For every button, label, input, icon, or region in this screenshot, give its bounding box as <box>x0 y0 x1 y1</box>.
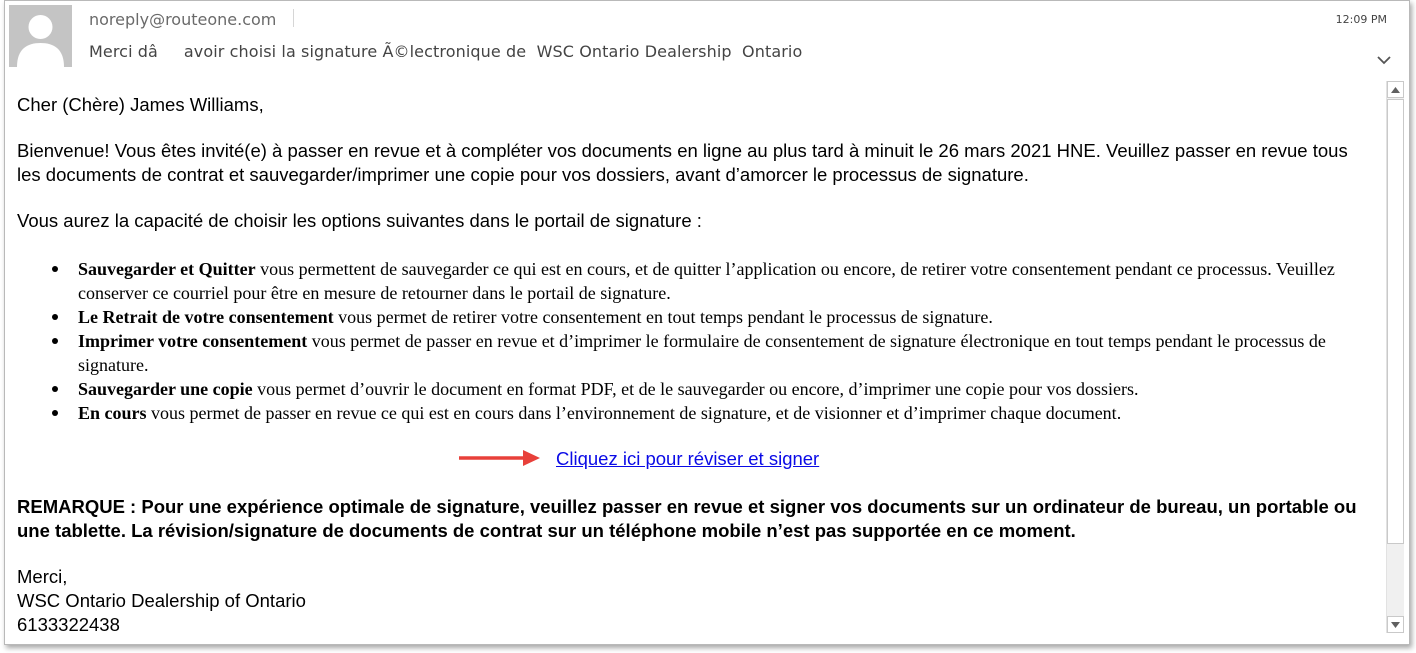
intro-paragraph: Bienvenue! Vous êtes invité(e) à passer en revue et à compléter vos documents en ligne au plus tard à minuit le 26 mars 2021 HNE. Veuillez passer en revue tous les documents de contrat et sauvegarder/imprimer une copie pour vos dossiers, avant d’amorcer le processus de signature. <box>17 140 1348 185</box>
option-text: vous permet de passer en revue ce qui est en cours dans l’environnement de signature, et de visionner et d’imprimer chaque document. <box>146 403 1122 423</box>
signoff <box>17 565 1371 637</box>
greeting: Cher (Chère) James Williams, <box>17 94 264 115</box>
received-time: 12:09 PM <box>1335 13 1387 26</box>
option-title: En cours <box>78 403 147 423</box>
remarque-note: REMARQUE : Pour une expérience optimale de signature, veuillez passer en revue et signer vos documents sur un ordinateur de bureau, un portable ou une tablette. La révision/signature de documents de contrat sur un téléphone mobile n’est pas supportée en ce moment. <box>17 496 1357 541</box>
option-title: Sauvegarder une copie <box>78 379 253 399</box>
scroll-thumb[interactable] <box>1387 99 1404 544</box>
email-header <box>5 1 1409 77</box>
email-subject: Merci dâ avoir choisi la signature Ã©lectronique de WSC Ontario Dealership Ontario <box>89 42 803 61</box>
sender-address: noreply@routeone.com <box>89 10 277 29</box>
sign-link-row <box>17 447 1371 473</box>
signoff-phone: 6133322438 <box>17 614 120 635</box>
option-text: vous permet d’ouvrir le document en format PDF, et de le sauvegarder ou encore, d’imprimer une copie pour vos dossiers. <box>252 379 1139 399</box>
list-item <box>17 305 1371 329</box>
signoff-company: WSC Ontario Dealership of Ontario <box>17 590 306 611</box>
option-title: Sauvegarder et Quitter <box>78 259 256 279</box>
option-text: vous permettent de sauvegarder ce qui est en cours, et de quitter l’application ou encore, de retirer votre consentement pendant ce processus. Veuillez conserver ce courriel pour être en mesure de retourner dans le portail de signature. <box>78 259 1335 303</box>
option-title: Le Retrait de votre consentement <box>78 307 334 327</box>
option-text: vous permet de passer en revue et d’imprimer le formulaire de consentement de signature électronique en tout temps pendant le processus de signature. <box>78 331 1326 375</box>
email-body <box>17 81 1371 641</box>
scroll-down-button[interactable] <box>1387 616 1404 633</box>
option-title: Imprimer votre consentement <box>78 331 308 351</box>
signoff-thanks: Merci, <box>17 566 68 587</box>
expand-header-button[interactable] <box>1375 51 1393 69</box>
header-divider <box>293 9 294 27</box>
options-intro: Vous aurez la capacité de choisir les options suivantes dans le portail de signature : <box>17 210 702 231</box>
options-list <box>17 257 1371 425</box>
review-and-sign-link[interactable]: Cliquez ici pour réviser et signer <box>556 448 820 469</box>
chevron-down-icon <box>1377 56 1391 65</box>
list-item <box>17 257 1371 305</box>
caret-down-icon <box>1391 622 1400 628</box>
list-item <box>17 401 1371 425</box>
caret-up-icon <box>1391 87 1400 93</box>
sender-avatar <box>9 5 72 67</box>
vertical-scrollbar[interactable] <box>1386 81 1404 633</box>
red-arrow-icon <box>457 449 541 467</box>
list-item <box>17 329 1371 377</box>
option-text: vous permet de retirer votre consentement en tout temps pendant le processus de signature. <box>333 307 993 327</box>
scroll-up-button[interactable] <box>1387 81 1404 98</box>
person-silhouette-icon <box>9 5 72 67</box>
email-window <box>4 0 1410 645</box>
list-item <box>17 377 1371 401</box>
